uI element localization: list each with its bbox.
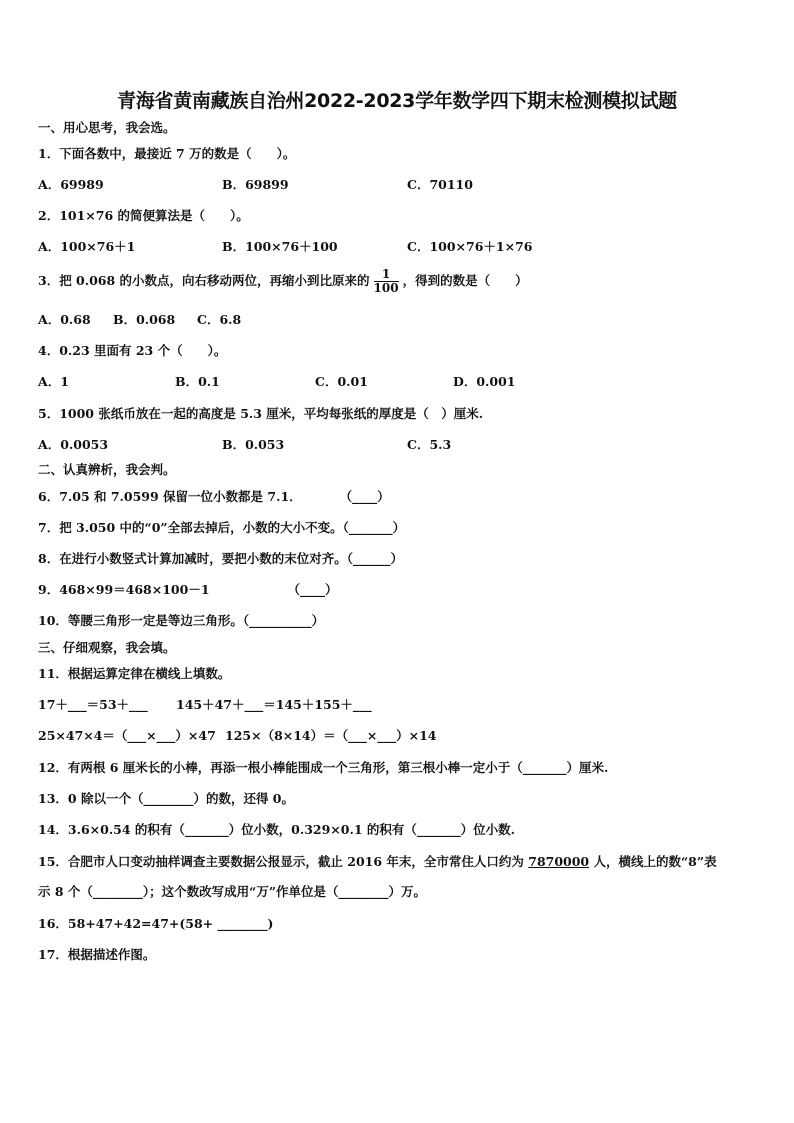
question-12: 12．有两根 6 厘米长的小棒，再添一根小棒能围成一个三角形，第三根小棒一定小于（_______）厘米. <box>38 760 609 775</box>
q15-text-post: 人，横线上的数“8”表 <box>589 854 717 869</box>
question-4: 4．0.23 里面有 23 个（ ）。 <box>38 343 227 358</box>
q3-text-pre: 3．把 0.068 的小数点，向右移动两位，再缩小到比原来的 <box>38 273 370 288</box>
q5-option-c: C．5.3 <box>407 437 452 452</box>
q1-option-b: B．69899 <box>222 177 289 192</box>
q4-option-c: C．0.01 <box>315 374 368 389</box>
section-heading-2: 二、认真辨析，我会判。 <box>38 462 176 477</box>
question-6 <box>38 489 390 505</box>
section-heading-1: 一、用心思考，我会选。 <box>38 120 176 135</box>
q11-line1-left: 17＋___＝53＋___ <box>38 697 148 712</box>
q3-fraction-denominator: 100 <box>373 281 399 295</box>
question-5: 5．1000 张纸币放在一起的高度是 5.3 厘米，平均每张纸的厚度是（ ）厘米. <box>38 406 484 421</box>
q2-option-a: A．100×76＋1 <box>38 239 136 254</box>
question-13: 13．0 除以一个（________）的数，还得 0。 <box>38 791 294 806</box>
q2-option-b: B．100×76＋100 <box>222 239 338 254</box>
q1-option-c: C．70110 <box>407 177 473 192</box>
q3-option-a: A．0.68 <box>38 312 91 327</box>
question-10: 10．等腰三角形一定是等边三角形。（__________） <box>38 613 325 628</box>
q2-option-c: C．100×76＋1×76 <box>407 239 533 254</box>
q3-option-c: C．6.8 <box>197 312 242 327</box>
q9-text: 9．468×99＝468×100－1 <box>38 582 210 597</box>
q6-text: 6．7.05 和 7.0599 保留一位小数都是 7.1． <box>38 489 302 504</box>
q5-option-a: A．0.0053 <box>38 437 109 452</box>
question-9 <box>38 582 338 598</box>
question-17: 17．根据描述作图。 <box>38 947 156 962</box>
q15-underlined-number: 7870000 <box>528 854 590 869</box>
q3-fraction-numerator: 1 <box>374 268 399 282</box>
question-15-line2: 示 8 个（________）；这个数改写成用“万”作单位是（________）万。 <box>38 884 427 899</box>
q4-option-b: B．0.1 <box>175 374 220 389</box>
question-7: 7．把 3.050 中的“0”全部去掉后，小数的大小不变。（_______） <box>38 520 406 535</box>
question-15 <box>38 854 717 870</box>
q3-text-post: ，得到的数是（ ） <box>402 273 528 288</box>
section-heading-3: 三、仔细观察，我会填。 <box>38 640 176 655</box>
q3-option-b: B．0.068 <box>113 312 176 327</box>
page-title: 青海省黄南藏族自治州2022-2023学年数学四下期末检测模拟试题 <box>117 90 677 112</box>
question-1: 1．下面各数中，最接近 7 万的数是（ ）。 <box>38 146 296 161</box>
q3-fraction <box>374 268 399 295</box>
q9-answer-blank: （____） <box>287 582 338 597</box>
question-2: 2．101×76 的简便算法是（ ）。 <box>38 208 249 223</box>
question-8: 8．在进行小数竖式计算加减时，要把小数的末位对齐。（______） <box>38 551 403 566</box>
q5-option-b: B．0.053 <box>222 437 285 452</box>
q11-line2-left: 25×47×4＝（___×___）×47 <box>38 728 216 743</box>
q4-option-a: A．1 <box>38 374 69 389</box>
q15-text-pre: 15．合肥市人口变动抽样调查主要数据公报显示，截止 2016 年末，全市常住人口约为 <box>38 854 529 869</box>
q4-option-d: D．0.001 <box>453 374 516 389</box>
question-11: 11．根据运算定律在横线上填数。 <box>38 666 231 681</box>
q11-line2-right: 125×（8×14）＝（___×___）×14 <box>225 728 437 743</box>
q1-option-a: A．69989 <box>38 177 104 192</box>
question-3 <box>38 268 528 295</box>
q6-answer-blank: （____） <box>339 489 390 504</box>
question-16: 16．58+47+42=47+(58+ ________) <box>38 916 274 931</box>
q11-line1-right: 145＋47＋___＝145＋155＋___ <box>176 697 372 712</box>
question-14: 14．3.6×0.54 的积有（_______）位小数，0.329×0.1 的积有（_______）位小数. <box>38 822 515 837</box>
